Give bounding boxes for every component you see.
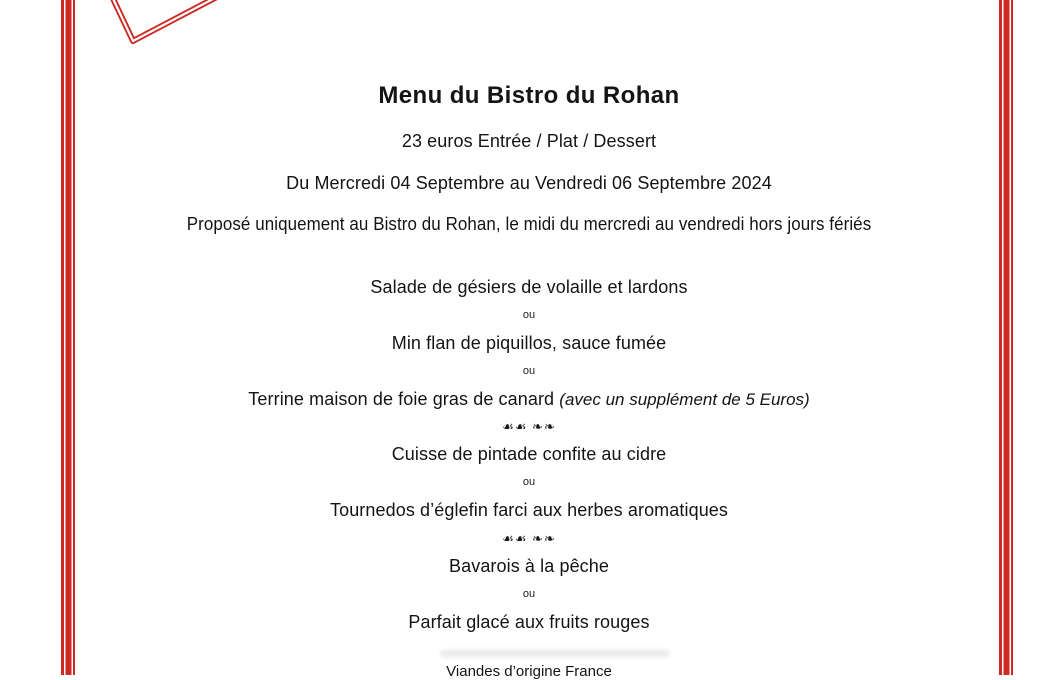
menu-item-dessert-1: Bavarois à la pêche xyxy=(449,556,609,576)
menu-title: Menu du Bistro du Rohan xyxy=(378,82,680,109)
menu-item-dessert-2: Parfait glacé aux fruits rouges xyxy=(408,612,650,632)
supplement-note: (avec un supplément de 5 Euros) xyxy=(559,390,810,409)
price-line: 23 euros Entrée / Plat / Dessert xyxy=(401,131,657,151)
availability-line: Proposé uniquement au Bistro du Rohan, le midi du mercredi au vendredi hors jours fériés xyxy=(186,214,872,234)
scan-artifact xyxy=(440,650,670,657)
ornament-separator: ☙☙ ❧❧ xyxy=(502,419,556,434)
menu-item-plat-1: Cuisse de pintade confite au cidre xyxy=(391,444,667,464)
or-separator: ou xyxy=(522,588,536,600)
menu-item-entree-3-text: Terrine maison de foie gras de canard xyxy=(248,389,555,409)
menu-item-entree-3 xyxy=(0,390,1058,408)
menu-item-entree-2: Min flan de piquillos, sauce fumée xyxy=(391,333,667,353)
corner-logo-mark xyxy=(98,0,248,52)
or-separator: ou xyxy=(522,365,536,377)
or-separator: ou xyxy=(522,309,536,321)
menu-item-entree-1: Salade de gésiers de volaille et lardons xyxy=(370,277,688,297)
ornament-separator: ☙☙ ❧❧ xyxy=(502,531,556,546)
or-separator: ou xyxy=(522,476,536,488)
footer-note: Viandes d’origine France xyxy=(446,663,612,680)
menu-item-plat-2: Tournedos d’églefin farci aux herbes aromatiques xyxy=(329,500,729,520)
date-range-line: Du Mercredi 04 Septembre au Vendredi 06 Septembre 2024 xyxy=(286,173,772,193)
